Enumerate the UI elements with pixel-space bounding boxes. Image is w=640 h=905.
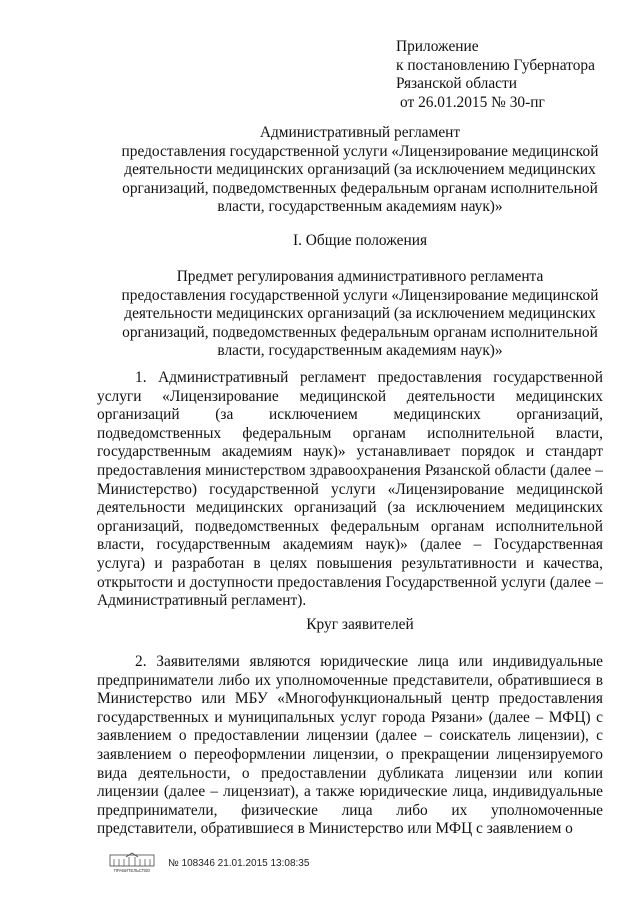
subject-line-2: предоставления государственной услуги «Лицензирование медицинской <box>121 286 599 304</box>
paragraph-2 <box>97 653 603 839</box>
title-line-4: организаций, подведомственных федеральным органам исполнительной <box>122 179 598 197</box>
appendix-line-1: Приложение <box>396 38 479 55</box>
title-line-1: Административный регламент <box>259 124 461 141</box>
government-stamp-logo <box>106 852 158 874</box>
applicants-heading: Круг заявителей <box>306 616 414 633</box>
subject-line-4: организаций, подведомственных федеральным органам исполнительной <box>122 323 598 341</box>
title-line-3: деятельности медицинских организаций (за исключением медицинских <box>124 161 596 179</box>
appendix-line-3: Рязанской области <box>396 75 517 93</box>
title-line-2: предоставления государственной услуги «Лицензирование медицинской <box>121 142 599 160</box>
title-line-5: власти, государственным академиям наук)» <box>217 198 503 216</box>
section-heading: I. Общие положения <box>292 232 428 249</box>
registration-number: № 108346 21.01.2015 13:08:35 <box>168 857 310 869</box>
subject-line-5: власти, государственным академиям наук)» <box>217 342 503 360</box>
appendix-date: от 26.01.2015 № 30-пг <box>400 93 545 111</box>
subject-line-1: Предмет регулирования административного регламента <box>176 268 544 285</box>
paragraph-2-text: 2. Заявителями являются юридические лица или индивидуальные предприниматели либо их уполномоченные представители, обратившиеся в Министерство или МБУ «Многофункциональный центр предоставления государственных и муниципальных услуг города Рязани» (далее – МФЦ) с заявлением о предоставлении лицензии (далее – соискатель лицензии), с заявлением о переоформлении лицензии, о прекращении лицензируемого вида деятельности, о предоставлении дубликата лицензии или копии лицензии (далее – лицензиат), а также юридические лица, индивидуальные предприниматели, физические лица либо их уполномоченные представители, обратившиеся в Министерство или МФЦ с заявлением о <box>97 653 603 838</box>
appendix-line-2: к постановлению Губернатора <box>396 56 595 74</box>
stamp-caption: ПРАВИТЕЛЬСТВО <box>113 868 151 873</box>
document-title <box>60 124 640 217</box>
appendix-block <box>396 38 595 112</box>
registration-footer <box>106 852 309 874</box>
subject-heading <box>60 268 640 361</box>
paragraph-1-text: 1. Административный регламент предоставления государственной услуги «Лицензирование медицинской деятельности медицинских организаций (за исключением медицинских организаций, подведомственных федеральным органам исполнительной власти, государственным академиям наук)» устанавливает порядок и стандарт предоставления министерством здравоохранения Рязанской области (далее – Министерство) государственной услуги «Лицензирование медицинской деятельности медицинских организаций (за исключением медицинских организаций, подведомственных федеральным органам исполнительной власти, государственным академиям наук)» (далее – Государственная услуга) и разработан в целях повышения результативности и качества, открытости и доступности предоставления Государственной услуги (далее – Административный регламент). <box>97 369 603 610</box>
paragraph-1 <box>97 369 603 611</box>
subject-line-3: деятельности медицинских организаций (за исключением медицинских <box>124 305 596 323</box>
